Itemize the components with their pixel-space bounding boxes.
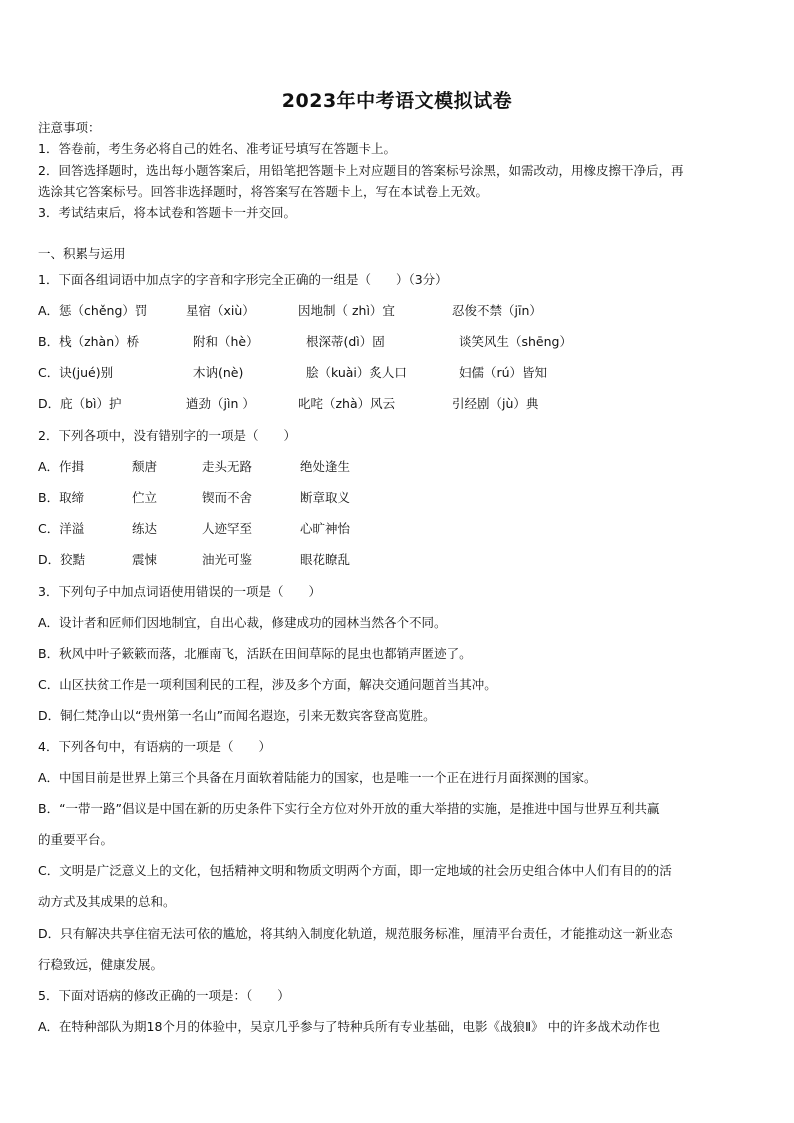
q4-option-c: C．文明是广泛意义上的文化，包括精神文明和物质文明两个方面，即一定地域的社会历史组合体中人们有目的的活	[38, 863, 672, 878]
q2-option-c: C．洋溢	[38, 521, 85, 536]
q4-option-b-cont: 的重要平台。	[38, 832, 114, 847]
q1-option-c: C．诀(jué)别	[38, 365, 114, 380]
q2-word: 锲而不舍	[202, 490, 253, 505]
q3-option-d: D．铜仁梵净山以“贵州第一名山”而闻名遐迩，引来无数宾客登高览胜。	[38, 708, 436, 723]
notice-item: 3．考试结束后，将本试卷和答题卡一并交回。	[38, 205, 296, 220]
q2-word: 绝处逢生	[300, 459, 351, 474]
notice-item: 选涂其它答案标号。回答非选择题时，将答案写在答题卡上，写在本试卷上无效。	[38, 184, 489, 199]
question-stem-1: 1．下面各组词语中加点字的字音和字形完全正确的一组是（ ）（3分）	[38, 272, 448, 287]
q2-word: 眼花瞭乱	[300, 552, 351, 567]
q2-word: 伫立	[132, 490, 158, 505]
q2-word: 断章取义	[300, 490, 351, 505]
question-stem-4: 4．下列各句中，有语病的一项是（ ）	[38, 739, 271, 754]
q4-option-b: B．“一带一路”倡议是中国在新的历史条件下实行全方位对外开放的重大举措的实施，是推进中国与世界互利共赢	[38, 801, 660, 816]
q3-option-b: B．秋风中叶子簌簌而落，北雁南飞，活跃在田间草际的昆虫也都销声匿迹了。	[38, 646, 472, 661]
q4-option-d: D．只有解决共享住宿无法可依的尴尬，将其纳入制度化轨道，规范服务标准，厘清平台责任，才能推动这一新业态	[38, 926, 673, 941]
notice-item: 2．回答选择题时，选出每小题答案后，用铅笔把答题卡上对应题目的答案标号涂黑，如需改动，用橡皮擦干净后，再	[38, 163, 684, 178]
q1-word: 谈笑风生（shēng）	[459, 334, 572, 349]
q4-option-d-cont: 行稳致远，健康发展。	[38, 957, 164, 972]
q2-word: 走头无路	[202, 459, 253, 474]
question-stem-2: 2．下列各项中，没有错别字的一项是（ ）	[38, 428, 296, 443]
q1-word: 脍（kuài）炙人口	[306, 365, 407, 380]
q2-word: 震悚	[132, 552, 158, 567]
q1-option-d: D．庇（bì）护	[38, 396, 122, 411]
q2-word: 心旷神怡	[300, 521, 351, 536]
q2-word: 人迹罕至	[202, 521, 253, 536]
q2-word: 练达	[132, 521, 158, 536]
q3-option-c: C．山区扶贫工作是一项利国利民的工程，涉及多个方面，解决交通问题首当其冲。	[38, 677, 497, 692]
q1-word: 根深蒂(dì）固	[306, 334, 385, 349]
q1-word: 忍俊不禁（jīn）	[452, 303, 542, 318]
q3-option-a: A．设计者和匠师们因地制宜，自出心裁，修建成功的园林当然各个不同。	[38, 615, 447, 630]
q2-option-a: A．作揖	[38, 459, 85, 474]
q1-word: 叱咤（zhà）风云	[298, 396, 396, 411]
q1-word: 遒劲（jìn ）	[186, 396, 255, 411]
q1-word: 妇儒（rú）皆知	[459, 365, 548, 380]
q2-word: 颓唐	[132, 459, 158, 474]
notice-item: 1．答卷前，考生务必将自己的姓名、准考证号填写在答题卡上。	[38, 141, 396, 156]
section-heading: 一、积累与运用	[38, 246, 126, 261]
q1-option-a: A．惩（chěng）罚	[38, 303, 148, 318]
q4-option-c-cont: 动方式及其成果的总和。	[38, 894, 176, 909]
q4-option-a: A．中国目前是世界上第三个具备在月面软着陆能力的国家，也是唯一一个正在进行月面探测的国家。	[38, 770, 597, 785]
q2-word: 油光可鉴	[202, 552, 253, 567]
question-stem-3: 3．下列句子中加点词语使用错误的一项是（ ）	[38, 584, 321, 599]
question-stem-5: 5．下面对语病的修改正确的一项是：（ ）	[38, 988, 290, 1003]
q5-option-a: A．在特种部队为期18个月的体验中，吴京几乎参与了特种兵所有专业基础，电影《战狼Ⅱ》 中的许多战术动作也	[38, 1019, 661, 1034]
q2-option-b: B．取缔	[38, 490, 85, 505]
q1-word: 因地制（ zhì）宜	[298, 303, 395, 318]
exam-title: 2023年中考语文模拟试卷	[281, 90, 513, 112]
q1-word: 引经剧（jù）典	[452, 396, 539, 411]
q1-word: 星宿（xiù）	[186, 303, 255, 318]
notice-heading: 注意事项：	[38, 120, 101, 135]
q2-option-d: D．狡黠	[38, 552, 86, 567]
q1-word: 附和（hè）	[193, 334, 259, 349]
q1-word: 木讷(nè)	[193, 365, 244, 380]
q1-option-b: B．栈（zhàn）桥	[38, 334, 140, 349]
